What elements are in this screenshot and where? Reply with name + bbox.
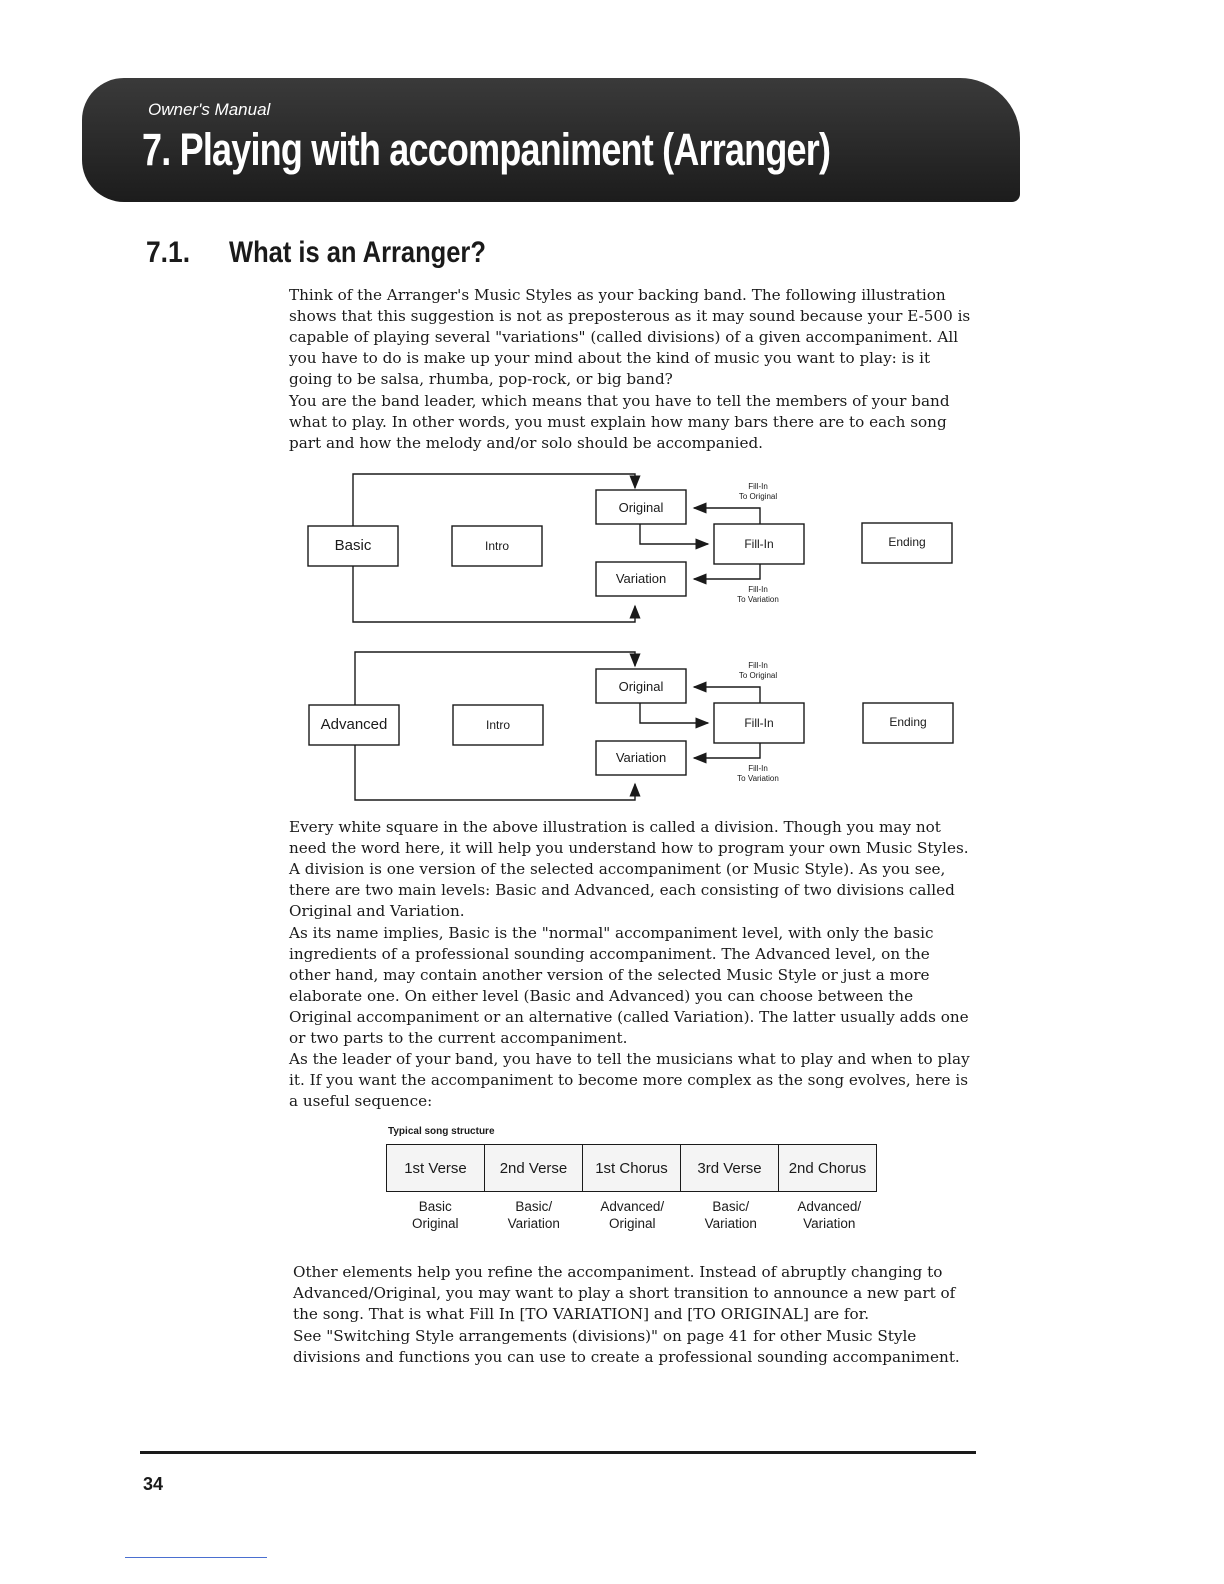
basic-level-labels (335, 482, 926, 604)
page-number: 34 (143, 1474, 164, 1494)
basic-level-row (308, 474, 952, 622)
song-part-caption (386, 1198, 485, 1232)
footer-rule (140, 1451, 976, 1454)
caption-line: Basic/ (712, 1199, 750, 1214)
body-paragraph-2: As its name implies, Basic is the "normal" accompaniment level, with only the basic ingredients of a professional sounding accompaniment. The Advanced level, on the other hand, may contain another version of the selected Music Style or just a more elaborate one. On either level (Basic and Advanced) you can choose between the Original accompaniment or an alternative (called Variation). The latter usually adds one or two parts to the current accompaniment. (289, 924, 969, 1047)
caption-line: Variation (803, 1216, 856, 1231)
chapter-banner (82, 78, 1020, 202)
ending-label: Ending (888, 535, 926, 549)
advanced-level-row (309, 652, 953, 800)
body-paragraph-1: Every white square in the above illustration is called a division. Though you may not need the word here, it will help you understand how to program your own Music Styles. A division is one version of the selected accompaniment (or Music Style). As you see, there are two main levels: Basic and Advanced, each consisting of two divisions called Original and Variation. (289, 818, 969, 920)
fill-to-original-label-line2: To Original (738, 492, 778, 501)
caption-line: Basic/ (515, 1199, 553, 1214)
song-part-caption (485, 1198, 584, 1232)
song-structure-table (386, 1144, 877, 1192)
manual-subtitle: Owner's Manual (148, 100, 271, 119)
fill-to-original-label-line1: Fill-In (748, 661, 768, 670)
song-structure-captions (386, 1198, 879, 1232)
song-part-cell: 3rd Verse (681, 1145, 779, 1191)
caption-line: Variation (704, 1216, 757, 1231)
fill-to-variation-label-line1: Fill-In (748, 585, 768, 594)
original-label: Original (618, 500, 664, 515)
advanced-level-label: Advanced (320, 716, 388, 733)
fill-to-variation-label-line1: Fill-In (748, 764, 768, 773)
song-structure-label: Typical song structure (388, 1126, 495, 1137)
caption-line: Variation (507, 1216, 560, 1231)
intro-paragraph-2: You are the band leader, which means that you have to tell the members of your band what to play. In other words, you must explain how many bars there are to each song part and how the melody and/or solo should be accompanied. (289, 392, 950, 452)
variation-label: Variation (615, 571, 667, 586)
fill-to-variation-label-line2: To Variation (737, 595, 779, 604)
song-part-cell: 2nd Verse (485, 1145, 583, 1191)
arranger-division-diagram (300, 466, 970, 810)
footer-link-underline (125, 1557, 267, 1558)
intro-label: Intro (484, 539, 510, 553)
variation-label: Variation (615, 750, 667, 765)
ending-label: Ending (889, 715, 927, 729)
fill-in-label: Fill-In (744, 716, 774, 730)
caption-line: Basic (418, 1199, 452, 1214)
section-title: What is an Arranger? (229, 236, 486, 269)
closing-paragraph-2: See "Switching Style arrangements (divisions)" on page 41 for other Music Style divisions and functions you can use to create a professional sounding accompaniment. (293, 1327, 960, 1366)
fill-to-original-label-line2: To Original (738, 671, 778, 680)
section-number: 7.1. (146, 236, 191, 269)
song-part-caption (583, 1198, 682, 1232)
basic-level-label: Basic (334, 537, 372, 554)
fill-to-original-label-line1: Fill-In (748, 482, 768, 491)
intro-paragraph-1: Think of the Arranger's Music Styles as your backing band. The following illustration shows that this suggestion is not as preposterous as it may sound because your E-500 is capable of playing several "variations" (called divisions) of a given accompaniment. All you have to do is make up your mind about the kind of music you want to play: is it going to be salsa, rhumba, pop-rock, or big band? (289, 286, 971, 388)
song-part-caption (682, 1198, 781, 1232)
caption-line: Original (411, 1216, 459, 1231)
body-paragraph-3: As the leader of your band, you have to tell the musicians what to play and when to play it. If you want the accompaniment to become more complex as the song evolves, here is a useful sequence: (289, 1050, 970, 1110)
fill-to-variation-label-line2: To Variation (737, 774, 779, 783)
song-part-caption (780, 1198, 879, 1232)
chapter-title: 7. Playing with accompaniment (Arranger) (142, 124, 831, 175)
closing-paragraph-1: Other elements help you refine the accompaniment. Instead of abruptly changing to Advanced/Original, you may want to play a short transition to announce a new part of the song. That is what Fill In [TO VARIATION] and [TO ORIGINAL] are for. (293, 1263, 956, 1323)
song-part-cell: 2nd Chorus (779, 1145, 876, 1191)
fill-in-label: Fill-In (744, 537, 774, 551)
caption-line: Advanced/ (600, 1199, 665, 1214)
intro-label: Intro (485, 718, 511, 732)
song-part-cell: 1st Chorus (583, 1145, 681, 1191)
song-part-cell: 1st Verse (387, 1145, 485, 1191)
original-label: Original (618, 679, 664, 694)
advanced-level-labels (321, 661, 927, 783)
caption-line: Advanced/ (797, 1199, 862, 1214)
caption-line: Original (608, 1216, 656, 1231)
